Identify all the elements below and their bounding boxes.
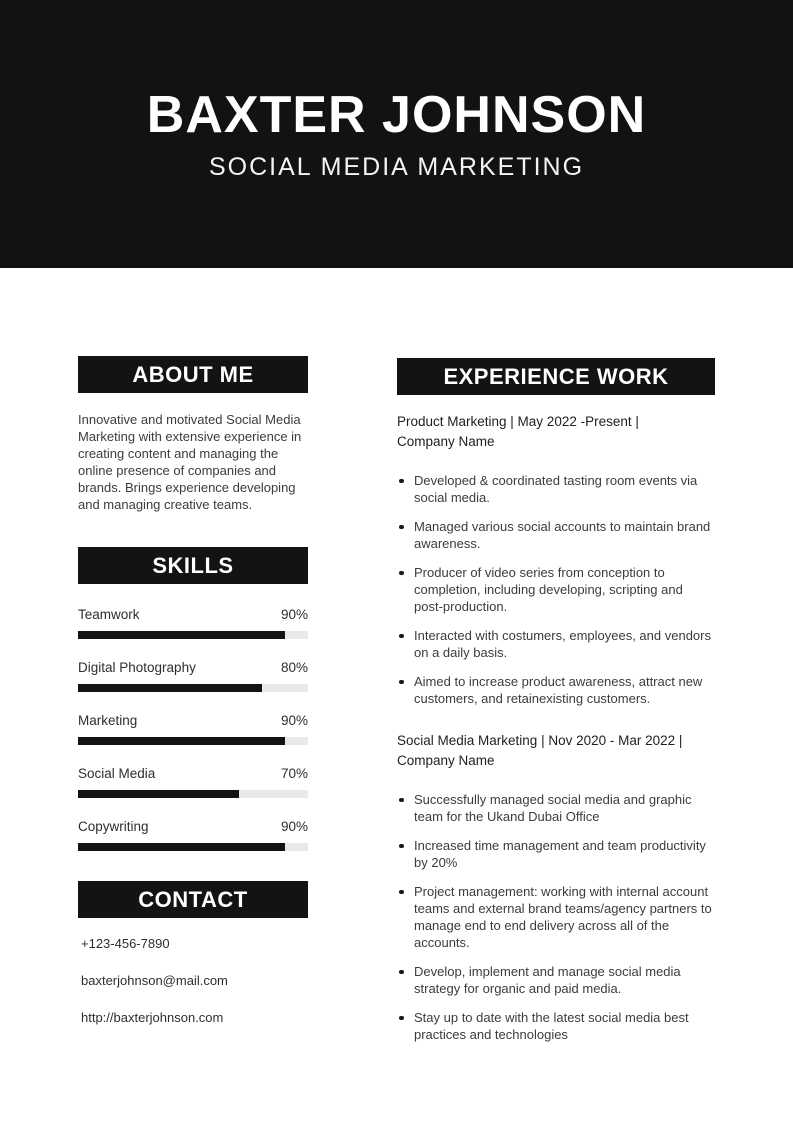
contact-item: +123-456-7890	[81, 936, 170, 951]
experience-jobs	[397, 412, 715, 1043]
job-bullet: Stay up to date with the latest social media best practices and technologies	[397, 1009, 715, 1043]
job-bullet: Developed & coordinated tasting room events via social media.	[397, 472, 715, 506]
skill-bar-fill	[78, 790, 239, 798]
job-title	[397, 412, 715, 452]
skill-item	[78, 712, 308, 745]
skills-section-heading: SKILLS	[78, 547, 308, 584]
skill-bar-track	[78, 790, 308, 798]
job-title-line: Company Name	[397, 434, 495, 449]
job-bullet: Interacted with costumers, employees, and vendors on a daily basis.	[397, 627, 715, 661]
skill-bar-track	[78, 737, 308, 745]
skill-percent: 70%	[280, 766, 308, 781]
skill-bar-fill	[78, 631, 285, 639]
job-bullet-list	[397, 791, 715, 1043]
job-title	[397, 731, 715, 771]
skills-list	[78, 606, 308, 851]
skill-percent: 90%	[280, 819, 308, 834]
contact-list	[78, 935, 308, 1026]
person-name: BAXTER JOHNSON	[146, 85, 647, 144]
skill-label: Digital Photography	[78, 660, 196, 675]
job-bullet: Managed various social accounts to maintain brand awareness.	[397, 518, 715, 552]
job-entry	[397, 731, 715, 1043]
job-title-line: Product Marketing | May 2022 -Present |	[397, 414, 639, 429]
skill-bar-track	[78, 684, 308, 692]
contact-item: baxterjohnson@mail.com	[81, 973, 228, 988]
skill-percent: 90%	[280, 607, 308, 622]
job-bullet: Producer of video series from conception to completion, including developing, scripting and post-production.	[397, 564, 715, 615]
about-text: Innovative and motivated Social Media Marketing with extensive experience in creating content and managing the online presence of companies and brands. Brings experience developing and managing creative teams.	[78, 412, 302, 512]
skill-bar-fill	[78, 843, 285, 851]
skill-item	[78, 606, 308, 639]
main-content	[0, 268, 793, 1055]
header-banner	[0, 0, 793, 268]
skill-head	[78, 712, 308, 729]
job-title-line: Company Name	[397, 753, 495, 768]
skill-head	[78, 818, 308, 835]
skill-label: Copywriting	[78, 819, 149, 834]
about-section-heading: ABOUT ME	[78, 356, 308, 393]
job-bullet: Project management: working with internal account teams and external brand teams/agency partners to manage end to end delivery across all of the accounts.	[397, 883, 715, 951]
skill-item	[78, 659, 308, 692]
skill-percent: 80%	[280, 660, 308, 675]
skill-bar-fill	[78, 684, 262, 692]
job-bullet: Increased time management and team productivity by 20%	[397, 837, 715, 871]
skill-label: Social Media	[78, 766, 156, 781]
job-bullet-list	[397, 472, 715, 707]
skill-bar-fill	[78, 737, 285, 745]
job-bullet: Aimed to increase product awareness, attract new customers, and retainexisting customers.	[397, 673, 715, 707]
job-bullet: Develop, implement and manage social media strategy for organic and paid media.	[397, 963, 715, 997]
skill-head	[78, 765, 308, 782]
job-entry	[397, 412, 715, 707]
contact-section-heading: CONTACT	[78, 881, 308, 918]
job-bullet: Successfully managed social media and graphic team for the Ukand Dubai Office	[397, 791, 715, 825]
skill-item	[78, 818, 308, 851]
right-column	[397, 268, 715, 1055]
person-title: SOCIAL MEDIA MARKETING	[208, 152, 585, 181]
skill-item	[78, 765, 308, 798]
skill-label: Marketing	[78, 713, 138, 728]
skill-bar-track	[78, 843, 308, 851]
left-column	[78, 268, 308, 1055]
skill-head	[78, 606, 308, 623]
contact-item: http://baxterjohnson.com	[81, 1010, 224, 1025]
skill-head	[78, 659, 308, 676]
experience-section-heading: EXPERIENCE WORK	[397, 358, 715, 395]
skill-percent: 90%	[280, 713, 308, 728]
skill-bar-track	[78, 631, 308, 639]
job-title-line: Social Media Marketing | Nov 2020 - Mar 2022 |	[397, 733, 683, 748]
skill-label: Teamwork	[78, 607, 140, 622]
